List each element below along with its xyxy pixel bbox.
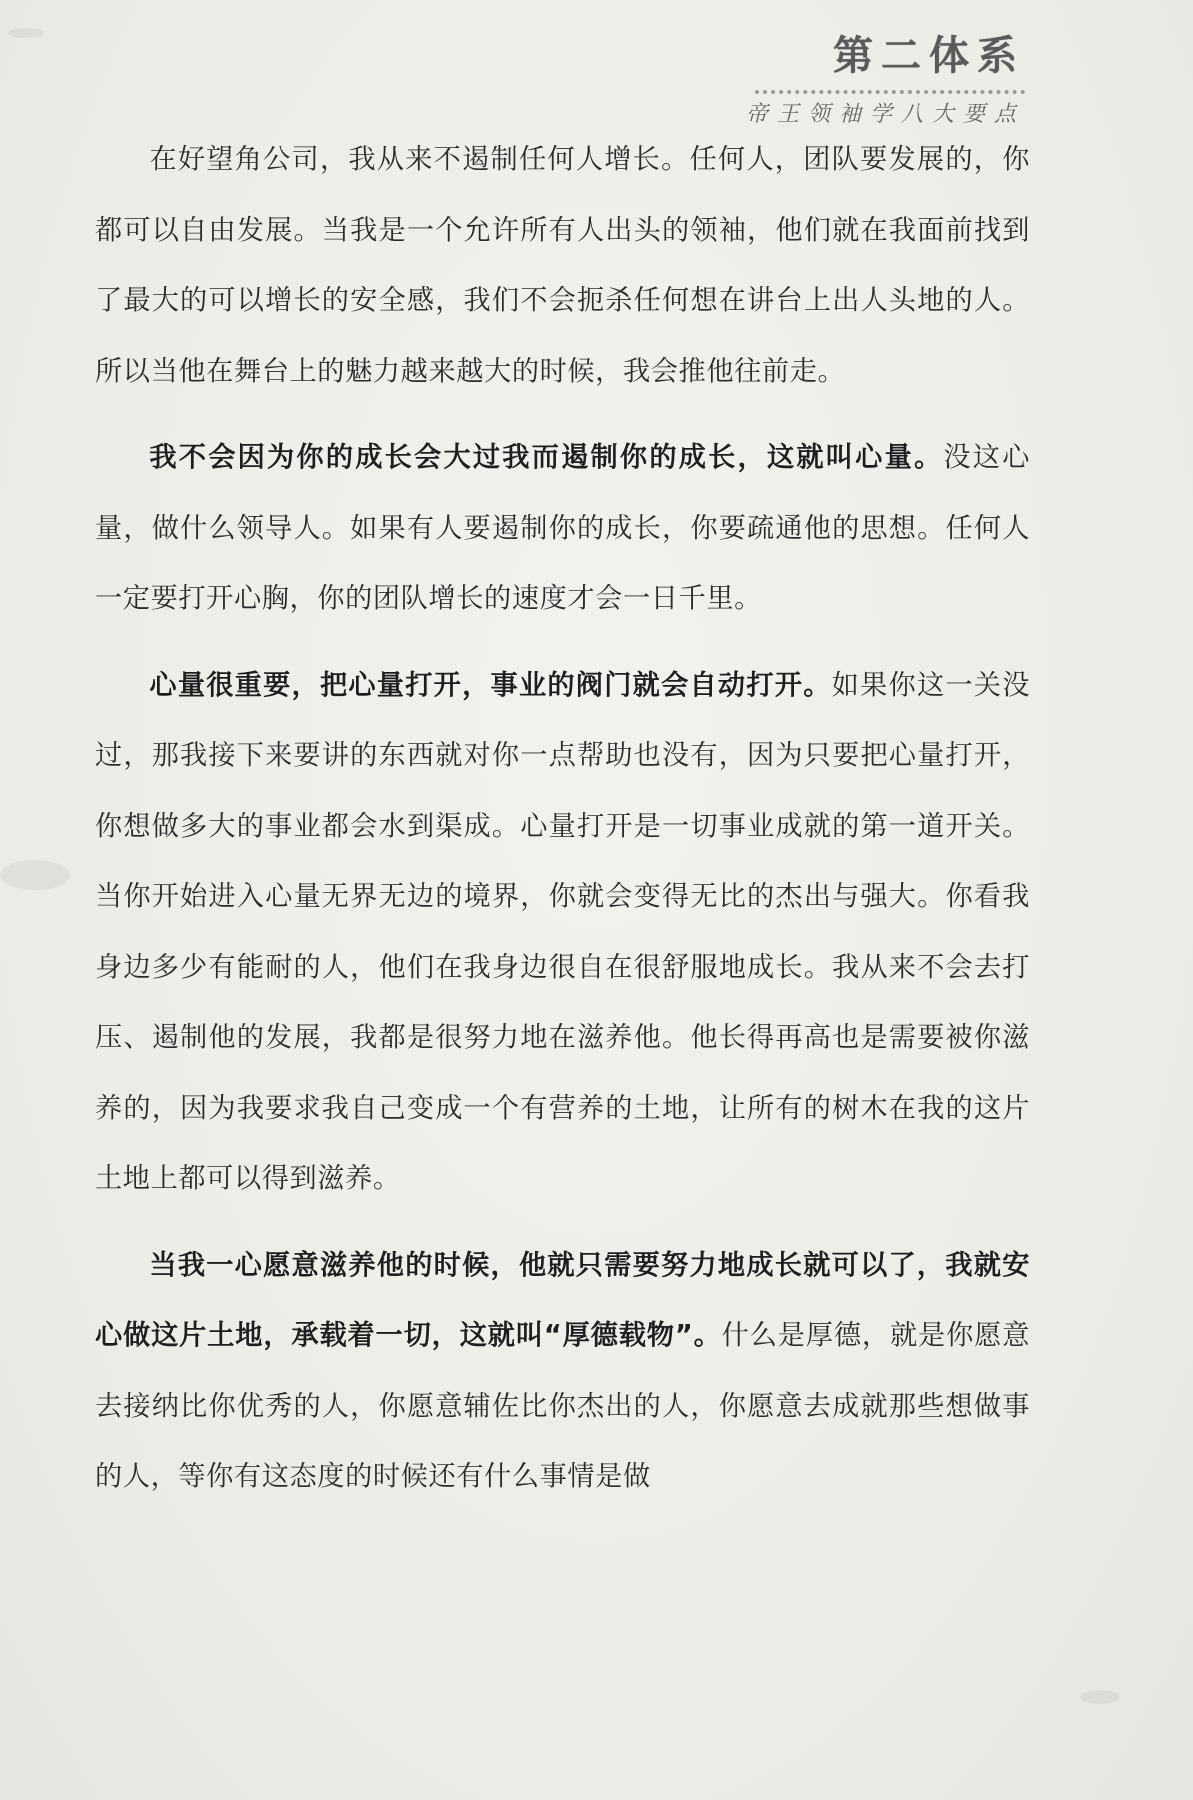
paragraph-2	[95, 423, 1030, 635]
paragraph-1	[95, 125, 1030, 407]
paragraph-3	[95, 651, 1030, 1215]
paper-smudge	[8, 28, 44, 38]
paragraph-emphasis: 我不会因为你的成长会大过我而遏制你的成长，这就叫心量。	[149, 442, 944, 473]
paragraph-emphasis: 当我一心愿意滋养他的时候，他就只需要努力地成长就可以了，我就安心做这片土地，承载着一切，这就叫“厚德载物”。	[95, 1249, 1030, 1351]
paragraph-text: 什么是厚德，就是你愿意去接纳比你优秀的人，你愿意辅佐比你杰出的人，你愿意去成就那些想做事的人，等你有这态度的时候还有什么事情是做	[95, 1320, 1030, 1492]
paragraph-4	[95, 1231, 1030, 1513]
paper-smudge	[0, 860, 70, 890]
paragraph-text: 在好望角公司，我从来不遏制任何人增长。任何人，团队要发展的，你都可以自由发展。当我是一个允许所有人出头的领袖，他们就在我面前找到了最大的可以增长的安全感，我们不会扼杀任何想在讲台上出人头地的人。所以当他在舞台上的魅力越来越大的时候，我会推他往前走。	[95, 144, 1030, 387]
paragraph-emphasis: 心量很重要，把心量打开，事业的阀门就会自动打开。	[149, 669, 832, 701]
paragraph-text: 没这心量，做什么领导人。如果有人要遏制你的成长，你要疏通他的思想。任何人一定要打开心胸，你的团队增长的速度才会一日千里。	[95, 442, 1030, 614]
dotted-divider	[755, 90, 1025, 94]
body-text	[95, 125, 1030, 1529]
running-header	[746, 28, 1025, 130]
section-subtitle: 帝王领袖学八大要点	[745, 102, 1025, 127]
paper-smudge	[1080, 1690, 1120, 1704]
section-title: 第二体系	[833, 32, 1025, 79]
paragraph-text: 如果你这一关没过，那我接下来要讲的东西就对你一点帮助也没有，因为只要把心量打开，你想做多大的事业都会水到渠成。心量打开是一切事业成就的第一道开关。当你开始进入心量无界无边的境界，你就会变得无比的杰出与强大。你看我身边多少有能耐的人，他们在我身边很自在很舒服地成长。我从来不会去打压、遏制他的发展，我都是很努力地在滋养他。他长得再高也是需要被你滋养的，因为我要求我自己变成一个有营养的土地，让所有的树木在我的这片土地上都可以得到滋养。	[95, 669, 1031, 1194]
